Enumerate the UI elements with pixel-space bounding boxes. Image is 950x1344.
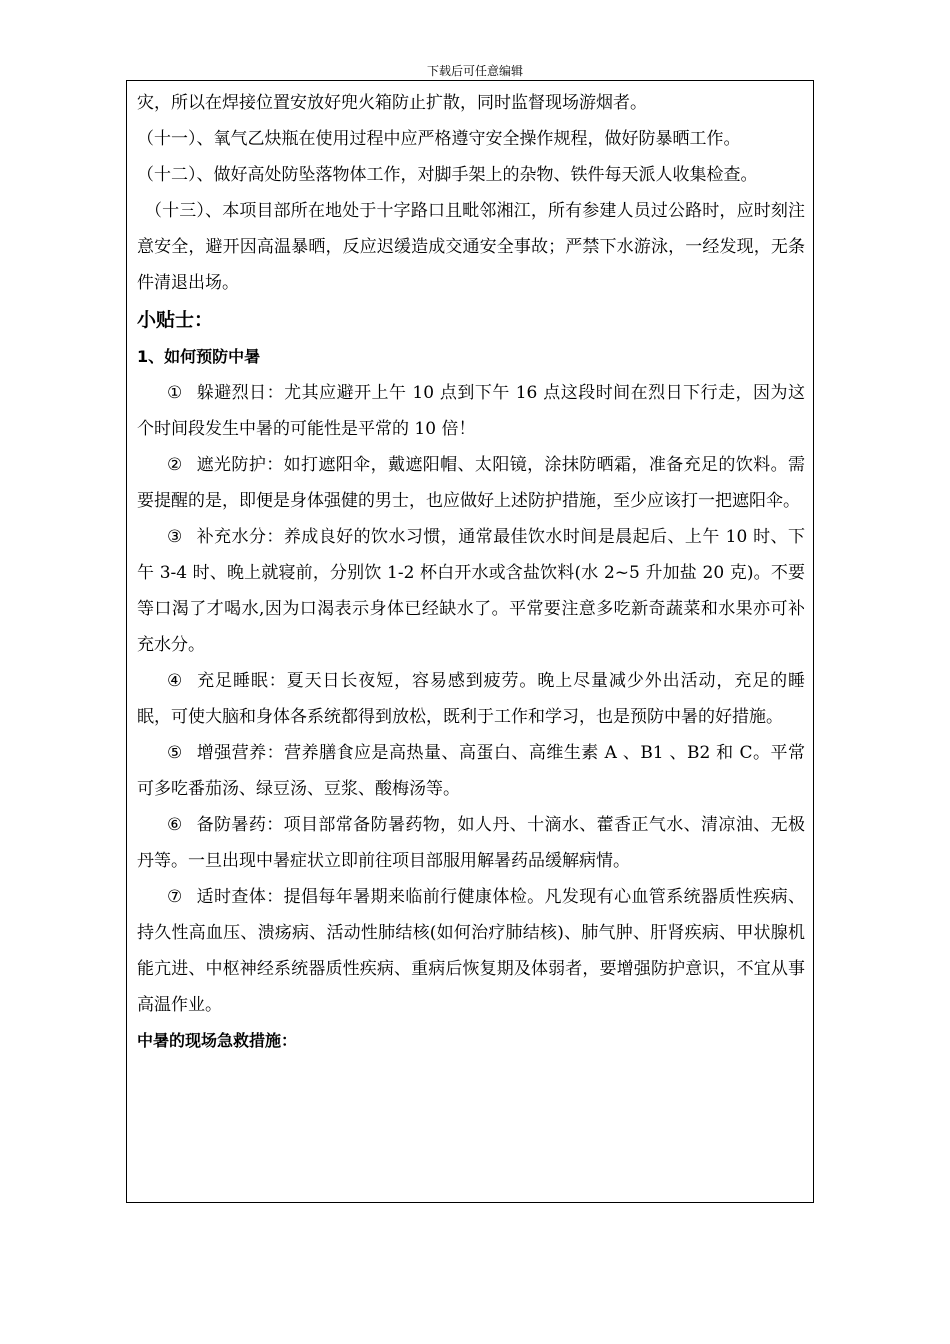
tip-item-2 xyxy=(137,447,805,519)
tip-item-6 xyxy=(137,807,805,879)
tip-item-text: 增强营养：营养膳食应是高热量、高蛋白、高维生素 A 、B1 、B2 和 C。平常可多吃番茄汤、绿豆汤、豆浆、酸梅汤等。 xyxy=(137,743,806,799)
tip-item-marker: ⑦ xyxy=(167,887,183,907)
tip-item-text: 躲避烈日：尤其应避开上午 10 点到下午 16 点这段时间在烈日下行走，因为这个时间段发生中暑的可能性是平常的 10 倍！ xyxy=(137,383,805,439)
tip-item-text: 充足睡眠：夏天日长夜短，容易感到疲劳。晚上尽量减少外出活动，充足的睡眠，可使大脑和身体各系统都得到放松，既利于工作和学习，也是预防中暑的好措施。 xyxy=(137,671,806,727)
tip-item-1 xyxy=(137,375,805,447)
tip-item-text: 备防暑药：项目部常备防暑药物，如人丹、十滴水、藿香正气水、清凉油、无极丹等。一旦出现中暑症状立即前往项目部服用解暑药品缓解病情。 xyxy=(137,815,805,871)
tip-item-7 xyxy=(137,879,805,1023)
paragraph-item-11: （十一）、氧气乙炔瓶在使用过程中应严格遵守安全操作规程，做好防暴晒工作。 xyxy=(137,129,741,149)
paragraph-item-12: （十二）、做好高处防坠落物体工作，对脚手架上的杂物、铁件每天派人收集检查。 xyxy=(137,165,758,185)
tip-item-text: 补充水分：养成良好的饮水习惯，通常最佳饮水时间是晨起后、上午 10 时、下午 3-4 时、晚上就寝前，分别饮 1-2 杯白开水或含盐饮料(水 2~5 升加盐 20 克)。不要等口渴了才喝水,因为口渴表示身体已经缺水了。平常要注意多吃新奇蔬菜和水果亦可补充水分。 xyxy=(137,527,805,655)
tip-item-marker: ⑤ xyxy=(167,743,183,763)
tip-item-marker: ④ xyxy=(167,671,184,691)
tip-item-text: 遮光防护：如打遮阳伞，戴遮阳帽、太阳镜，涂抹防晒霜，准备充足的饮料。需要提醒的是，即便是身体强健的男士，也应做好上述防护措施，至少应该打一把遮阳伞。 xyxy=(137,455,805,511)
tip-item-text: 适时查体：提倡每年暑期来临前行健康体检。凡发现有心血管系统器质性疾病、持久性高血压、溃疡病、活动性肺结核(如何治疗肺结核)、肺气肿、肝肾疾病、甲状腺机能亢进、中枢神经系统器质性疾病、重病后恢复期及体弱者，要增强防护意识，不宜从事高温作业。 xyxy=(137,887,805,1015)
tip-item-4 xyxy=(137,663,805,735)
tip-item-marker: ⑥ xyxy=(167,815,183,835)
section-title-heatstroke-prevention: 1、如何预防中暑 xyxy=(137,347,261,366)
tip-item-marker: ③ xyxy=(167,527,183,547)
tip-item-marker: ② xyxy=(167,455,183,475)
paragraph-fire-prevention: 灾，所以在焊接位置安放好兜火箱防止扩散，同时监督现场游烟者。 xyxy=(137,93,647,113)
document-content xyxy=(137,85,805,1059)
document-frame xyxy=(126,80,814,1203)
first-aid-title: 中暑的现场急救措施： xyxy=(137,1031,298,1050)
tips-title: 小贴士： xyxy=(137,309,214,331)
tip-item-marker: ① xyxy=(167,383,183,403)
tip-item-3 xyxy=(137,519,805,663)
tip-item-5 xyxy=(137,735,805,807)
page-header-note: 下载后可任意编辑 xyxy=(426,64,523,78)
paragraph-item-13: （十三）、本项目部所在地处于十字路口且毗邻湘江，所有参建人员过公路时，应时刻注意安全，避开因高温暴晒，反应迟缓造成交通安全事故；严禁下水游泳，一经发现，无条件清退出场。 xyxy=(137,201,805,293)
